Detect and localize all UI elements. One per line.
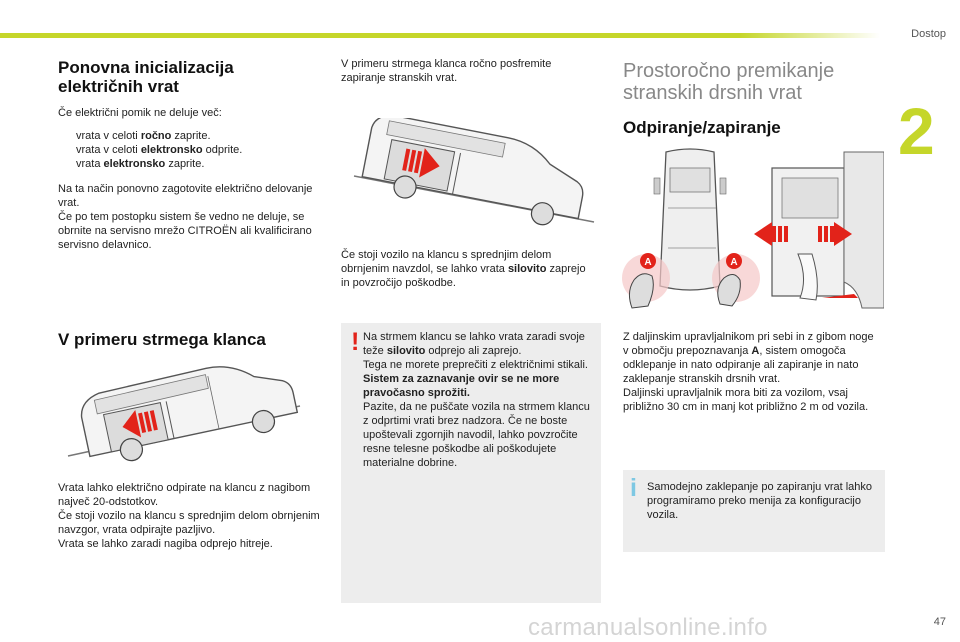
warning-text: Na strmem klancu se lahko vrata zaradi svoje teže silovito odprejo ali zaprejo. Tega ne morete preprečiti z električnimi stikali. Sistem za zaznavanje ovir se ne more pravočasno sprožiti. Pazite, da ne puščate vozila na strmem klancu z odprtimi vrati brez nadzora. Če ne boste upoštevali zgornjih navodil, lahko povzročite resne telesne poškodbe ali poškodujete materialne dobrine. xyxy=(363,331,590,469)
manual-close-text: V primeru strmega klanca ročno posfremite zapiranje stranskih vrat. xyxy=(341,58,552,84)
label-a-right: A xyxy=(730,257,738,268)
van-uphill-illustration xyxy=(66,358,302,462)
header-accent-fade xyxy=(740,33,880,38)
van-downhill-illustration xyxy=(350,118,598,228)
info-icon: i xyxy=(630,474,637,502)
heading-reinit: Ponovna inicializacija električnih vrat xyxy=(58,58,234,96)
header-accent-bar xyxy=(0,33,740,38)
slope-paragraph: Vrata lahko električno odpirate na klancu z nagibom največ 20-odstotkov. Če stoji vozilo na klancu s sprednjim delom obrnjenim navzgor, vrata odpirajte pazljivo. Vrata se lahko zaradi nagiba odprejo hitreje. xyxy=(58,482,320,550)
downhill-text: Če stoji vozilo na klancu s sprednjim delom obrnjenim navzdol, se lahko vrata silovito zaprejo in povzročijo poškodbe. xyxy=(341,249,586,289)
heading-slope: V primeru strmega klanca xyxy=(58,330,266,349)
page-number: 47 xyxy=(933,616,946,628)
watermark: carmanualsonline.info xyxy=(528,614,768,641)
step-item: vrata v celoti elektronsko odprite. xyxy=(76,144,243,156)
chapter-number: 2 xyxy=(898,94,935,168)
section-title: Dostop xyxy=(911,28,946,40)
intro-text: Če električni pomik ne deluje več: xyxy=(58,107,222,119)
warning-icon: ! xyxy=(351,328,360,356)
info-text: Samodejno zaklepanje po zapiranju vrat lahko programiramo preko menija za konfiguracijo vozila. xyxy=(647,481,873,521)
handsfree-illustration xyxy=(622,148,884,320)
heading-open-close: Odpiranje/zapiranje xyxy=(623,118,781,137)
heading-handsfree: Prostoročno premikanje stranskih drsnih vrat xyxy=(623,60,835,104)
handsfree-text: Z daljinskim upravljalnikom pri sebi in z gibom noge v območju prepoznavanja A, sistem omogoča odklepanje in nato odpiranje ali zapiranje in nato zaklepanje stranskih drsnih vrat. Daljinski upravljalnik mora biti za vozilom, vsaj približno 30 cm in manj kot približno 2 m od vozila. xyxy=(623,331,874,413)
steps-list xyxy=(58,129,328,171)
reinit-paragraph: Na ta način ponovno zagotovite električno delovanje vrat. Če po tem postopku sistem še vedno ne deluje, se obrnite na servisno mrežo CITROËN ali kvalificirano servisno delavnico. xyxy=(58,183,313,251)
step-item: vrata elektronsko zaprite. xyxy=(76,158,205,170)
label-a-left: A xyxy=(644,257,652,268)
step-item: vrata v celoti ročno zaprite. xyxy=(76,130,211,142)
